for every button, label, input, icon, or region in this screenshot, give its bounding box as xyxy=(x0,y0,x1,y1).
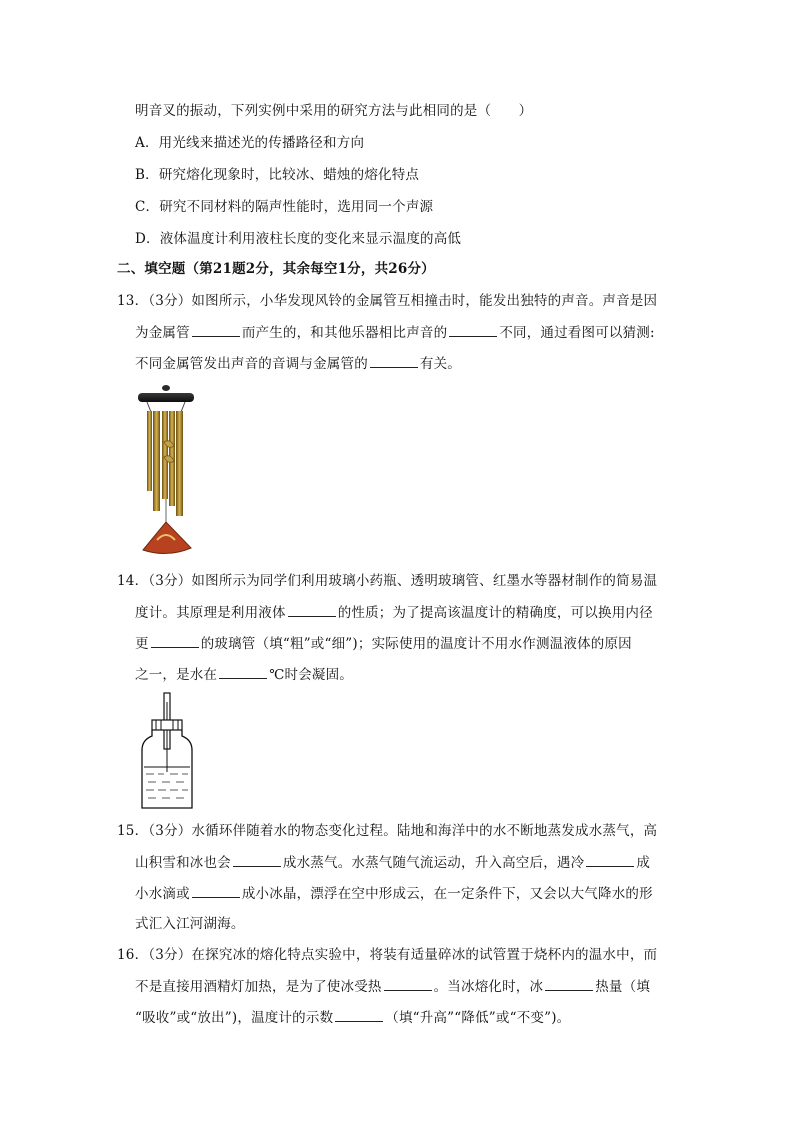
q16-text: （填“升高”“降低”或“不变”)。 xyxy=(385,1010,571,1026)
q15-text: 成 xyxy=(636,855,651,871)
q13-line3 xyxy=(135,353,461,374)
q15-text: 成小冰晶，漂浮在空中形成云，在一定条件下，又会以大气降水的形 xyxy=(241,886,653,902)
answer-blank xyxy=(219,664,267,679)
section-heading: 二、填空题（第21题2分，其余每空1分，共26分） xyxy=(117,261,435,277)
q14-line1: 14．（3分）如图所示为同学们利用玻璃小药瓶、透明玻璃管、红墨水等器材制作的简易温 xyxy=(117,573,658,589)
q16-text: “吸收”或“放出”)，温度计的示数 xyxy=(135,1010,334,1026)
q13-line1: 13．（3分）如图所示，小华发现风铃的金属管互相撞击时，能发出独特的声音。声音是因 xyxy=(117,293,658,309)
q15-line4: 式汇入江河湖海。 xyxy=(135,916,245,932)
q13-text: 而产生的，和其他乐器相比声音的 xyxy=(241,325,448,341)
q15-line1: 15．（3分）水循环伴随着水的物态变化过程。陆地和海洋中的水不断地蒸发成水蒸气，高 xyxy=(117,823,658,839)
q12-option-c: C．研究不同材料的隔声性能时，选用同一个声源 xyxy=(135,199,434,215)
q14-text: 度计。其原理是利用液体 xyxy=(135,605,286,621)
thermometer-bottle-figure xyxy=(140,692,196,810)
q14-text: 的玻璃管（填“粗”或“细”)；实际使用的温度计不用水作测温液体的原因 xyxy=(200,636,632,652)
q14-text: ℃时会凝固。 xyxy=(269,667,354,683)
answer-blank xyxy=(288,602,336,617)
q15-text: 小水滴或 xyxy=(135,886,190,902)
q13-text: 有关。 xyxy=(419,356,462,372)
q14-text: 更 xyxy=(135,636,149,652)
q16-line3 xyxy=(135,1007,570,1028)
q14-line4 xyxy=(135,664,353,685)
q15-line3 xyxy=(135,883,653,904)
q16-line1: 16．（3分）在探究冰的熔化特点实验中，将装有适量碎冰的试管置于烧杯内的温水中，而 xyxy=(117,947,658,963)
q14-text: 的性质；为了提高该温度计的精确度，可以换用内径 xyxy=(337,605,653,621)
q13-text: 不同金属管发出声音的音调与金属管的 xyxy=(135,356,368,372)
answer-blank xyxy=(192,883,240,898)
answer-blank xyxy=(233,852,281,867)
q15-text: 山积雪和冰也会 xyxy=(135,855,231,871)
answer-blank xyxy=(335,1007,383,1022)
q12-option-b: B．研究熔化现象时，比较冰、蜡烛的熔化特点 xyxy=(135,167,420,183)
answer-blank xyxy=(192,322,240,337)
answer-blank xyxy=(449,322,497,337)
q16-text: 不是直接用酒精灯加热，是为了使冰受热 xyxy=(135,979,382,995)
q15-text: 成水蒸气。水蒸气随气流运动，升入高空后，遇冷 xyxy=(282,855,585,871)
q13-line2 xyxy=(135,322,655,343)
q16-text: 热量（填 xyxy=(595,979,651,995)
answer-blank xyxy=(545,976,593,991)
q15-line2 xyxy=(135,852,650,873)
answer-blank xyxy=(370,353,418,368)
q12-option-a: A．用光线来描述光的传播路径和方向 xyxy=(135,135,365,151)
wind-chime-figure xyxy=(135,382,197,556)
q16-text: 。当冰熔化时，冰 xyxy=(433,979,544,995)
q16-line2 xyxy=(135,976,650,997)
answer-blank xyxy=(151,633,199,648)
q14-line2 xyxy=(135,602,653,623)
q12-continuation: 明音叉的振动，下列实例中采用的研究方法与此相同的是（ ） xyxy=(135,103,533,119)
q12-option-d: D．液体温度计利用液柱长度的变化来显示温度的高低 xyxy=(135,231,462,247)
q14-text: 之一，是水在 xyxy=(135,667,218,683)
q14-line3 xyxy=(135,633,632,654)
answer-blank xyxy=(586,852,634,867)
q13-text: 为金属管 xyxy=(135,325,190,341)
answer-blank xyxy=(384,976,432,991)
q13-text: 不同，通过看图可以猜测: xyxy=(499,325,655,341)
